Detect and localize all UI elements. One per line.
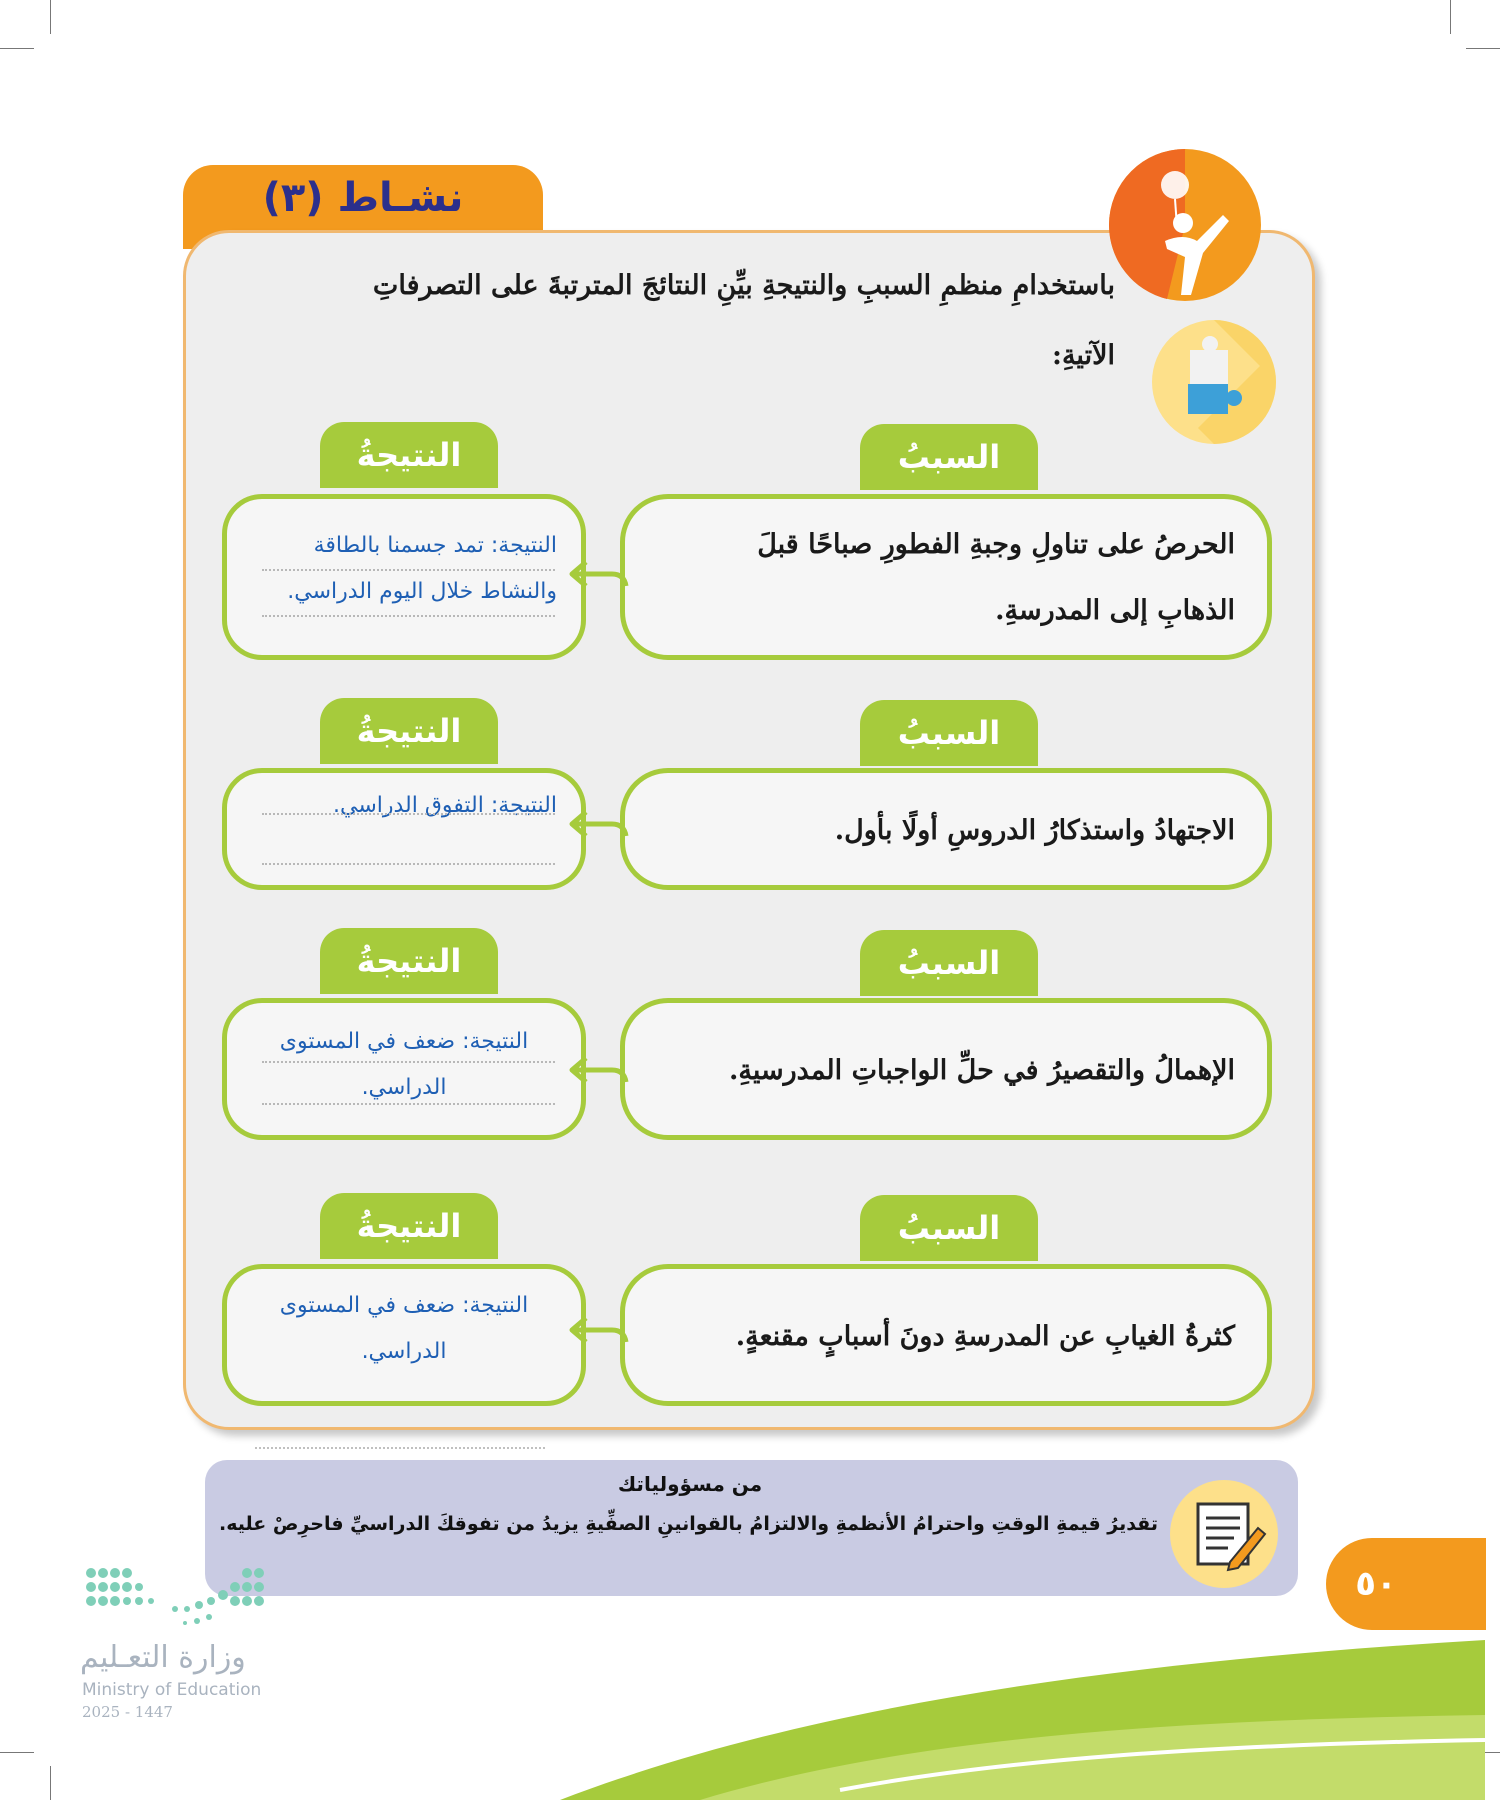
- result-label: النتيجةُ: [320, 422, 498, 488]
- answer-line: [262, 863, 555, 865]
- ministry-year: 2025 - 1447: [82, 1703, 173, 1721]
- tip-heading: من مسؤولياتك: [617, 1472, 763, 1496]
- result-text: النتيجة: ضعف في المستوى: [279, 1029, 529, 1054]
- result-label: النتيجةُ: [320, 698, 498, 764]
- result-text: النتيجة: ضعف في المستوى: [279, 1293, 529, 1318]
- balloon-figure-icon: [1105, 145, 1265, 305]
- result-box: [222, 998, 586, 1140]
- answer-line: [262, 1061, 555, 1063]
- cause-label: السببُ: [860, 1195, 1038, 1261]
- cause-text: الإهمالُ والتقصيرُ في حلِّ الواجباتِ المدرسيةِ.: [728, 1055, 1235, 1086]
- instruction-line-1: باستخدامِ منظمِ السببِ والنتيجةِ بيِّنِ النتائجَ المترتبةَ على التصرفاتِ: [372, 270, 1115, 301]
- result-text: النتيجة: تمد جسمنا بالطاقة: [313, 533, 557, 558]
- cause-label: السببُ: [860, 424, 1038, 490]
- cause-box: [620, 1264, 1272, 1406]
- cause-box: [620, 768, 1272, 890]
- result-box: [222, 1264, 586, 1406]
- result-text: النتيجة: التفوق الدراسي.: [332, 793, 557, 818]
- cause-box: [620, 998, 1272, 1140]
- arrow-left-icon: [560, 1036, 630, 1106]
- answer-line: [262, 813, 555, 815]
- result-text: الدراسي.: [361, 1339, 447, 1364]
- answer-line: [255, 1447, 545, 1449]
- ministry-name-ar: وزارة التعـليم: [80, 1640, 246, 1675]
- cause-text: الذهابِ إلى المدرسةِ.: [995, 595, 1235, 626]
- result-label: النتيجةُ: [320, 1193, 498, 1259]
- cause-text: الحرصُ على تناولِ وجبةِ الفطورِ صباحًا قبلَ: [757, 529, 1235, 560]
- result-text: الدراسي.: [361, 1075, 447, 1100]
- notepad-pencil-icon: [1168, 1478, 1280, 1590]
- cause-label: السببُ: [860, 930, 1038, 996]
- page-number: ٥٠: [1355, 1564, 1397, 1604]
- instruction-line-2: الآتيةِ:: [1051, 340, 1115, 371]
- answer-line: [262, 615, 555, 617]
- arrow-left-icon: [560, 790, 630, 860]
- cause-text: كثرةُ الغيابِ عن المدرسةِ دونَ أسبابٍ مقنعةٍ.: [735, 1321, 1235, 1352]
- cause-box: [620, 494, 1272, 660]
- result-text: والنشاط خلال اليوم الدراسي.: [287, 579, 557, 604]
- activity-title: نشـاط (٣): [262, 175, 464, 221]
- result-box: [222, 768, 586, 890]
- arrow-left-icon: [560, 1296, 630, 1366]
- cause-label: السببُ: [860, 700, 1038, 766]
- ministry-logo-icon: [85, 1565, 270, 1635]
- puzzle-icon: [1150, 318, 1278, 446]
- result-box: [222, 494, 586, 660]
- arrow-left-icon: [560, 540, 630, 610]
- tip-text: تقديرُ قيمةِ الوقتِ واحترامُ الأنظمةِ والالتزامُ بالقوانينِ الصفِّيةِ يزيدُ من تفوقكَ الدراسيِّ فاحرِصْ عليه.: [219, 1513, 1158, 1535]
- result-label: النتيجةُ: [320, 928, 498, 994]
- answer-line: [262, 1103, 555, 1105]
- cause-text: الاجتهادُ واستذكارُ الدروسِ أولًا بأول.: [834, 815, 1235, 846]
- ministry-name-en: Ministry of Education: [82, 1680, 262, 1700]
